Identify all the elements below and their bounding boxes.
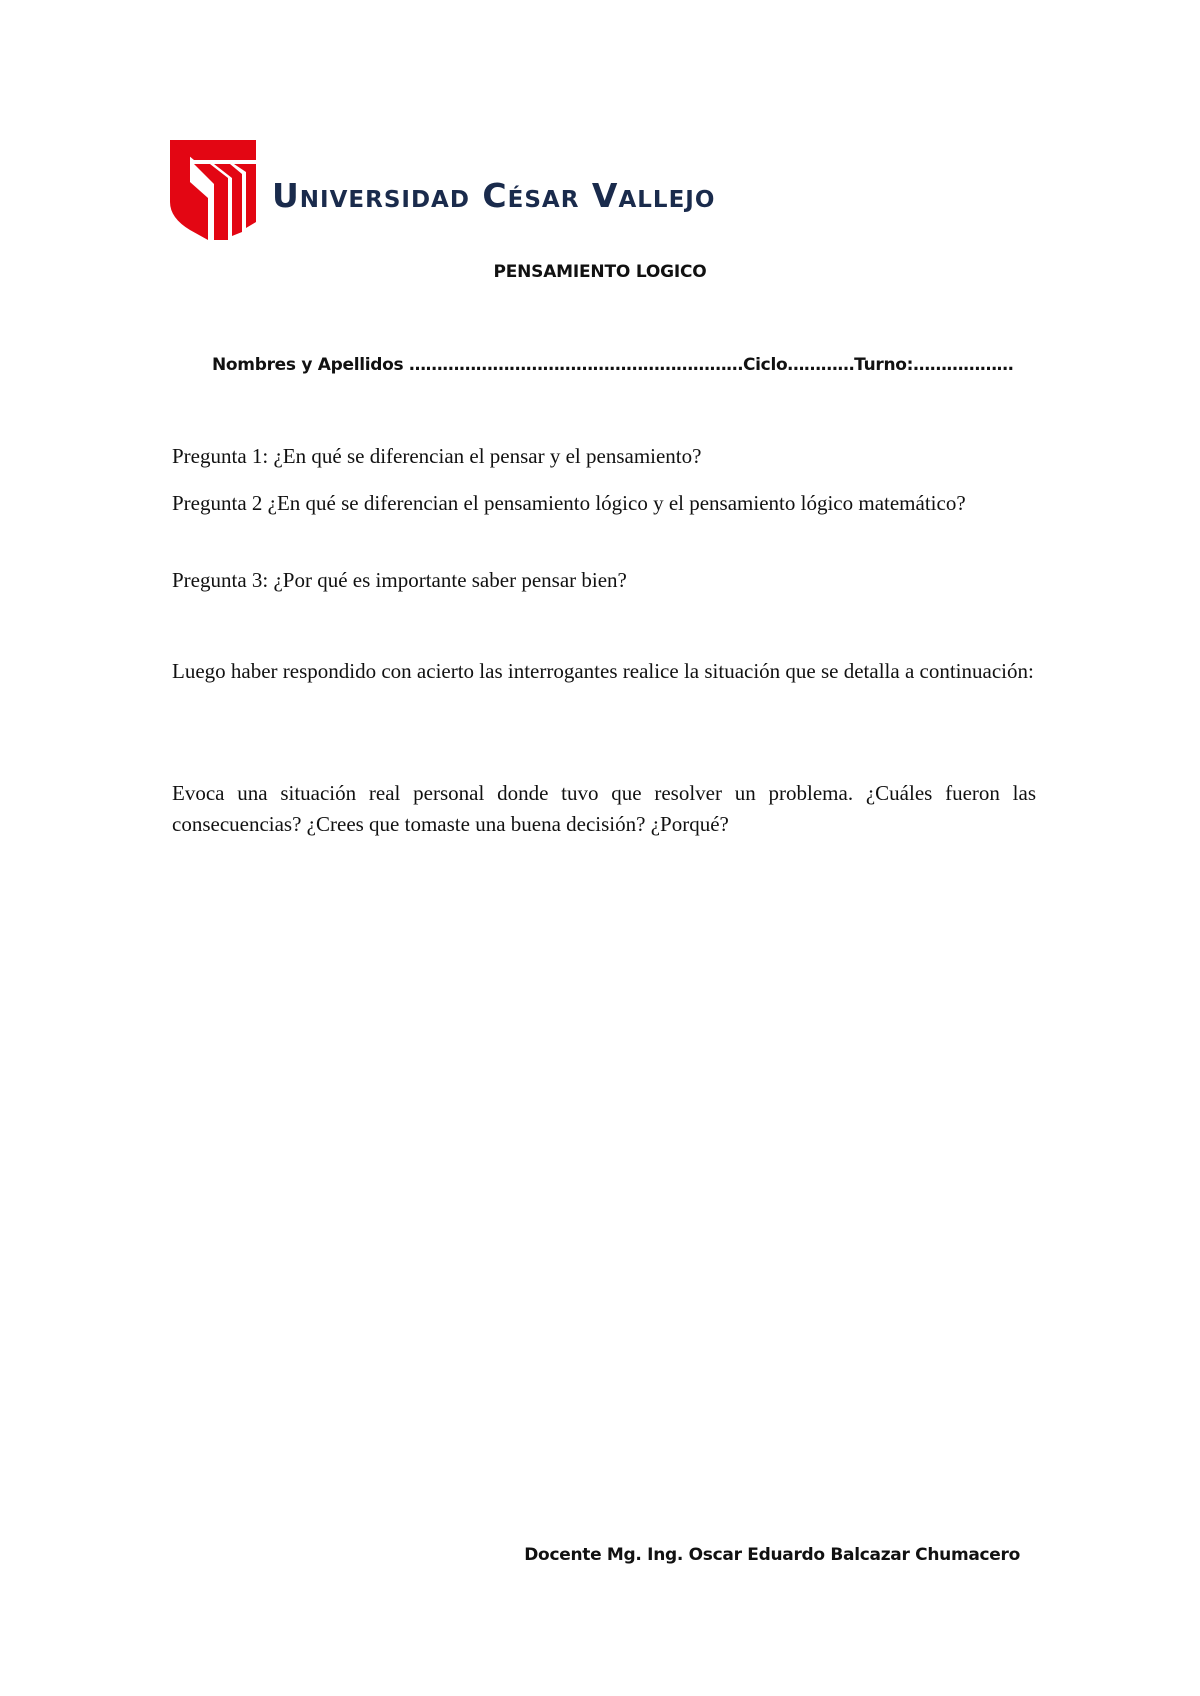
university-name: Universidad César Vallejo xyxy=(272,176,716,215)
question-2: Pregunta 2 ¿En qué se diferencian el pensamiento lógico y el pensamiento lógico matemático? xyxy=(172,491,966,515)
question-1: Pregunta 1: ¿En qué se diferencian el pensar y el pensamiento? xyxy=(172,444,702,468)
university-logo xyxy=(170,140,790,240)
question-3: Pregunta 3: ¿Por qué es importante saber pensar bien? xyxy=(172,568,627,592)
instruction-paragraph: Luego haber respondido con acierto las interrogantes realice la situación que se detalla a continuación: xyxy=(172,659,1034,683)
situation-paragraph: Evoca una situación real personal donde tuvo que resolver un problema. ¿Cuáles fueron las consecuencias? ¿Crees que tomaste una buena decisión? ¿Porqué? xyxy=(172,781,1036,836)
teacher-signature: Docente Mg. Ing. Oscar Eduardo Balcazar Chumacero xyxy=(524,1545,1020,1565)
student-info-line: Nombres y Apellidos ……………………………………………………Ciclo…………Turno:……………… xyxy=(212,355,1014,375)
ucv-shield-icon xyxy=(170,140,256,240)
document-title: PENSAMIENTO LOGICO xyxy=(493,262,707,282)
